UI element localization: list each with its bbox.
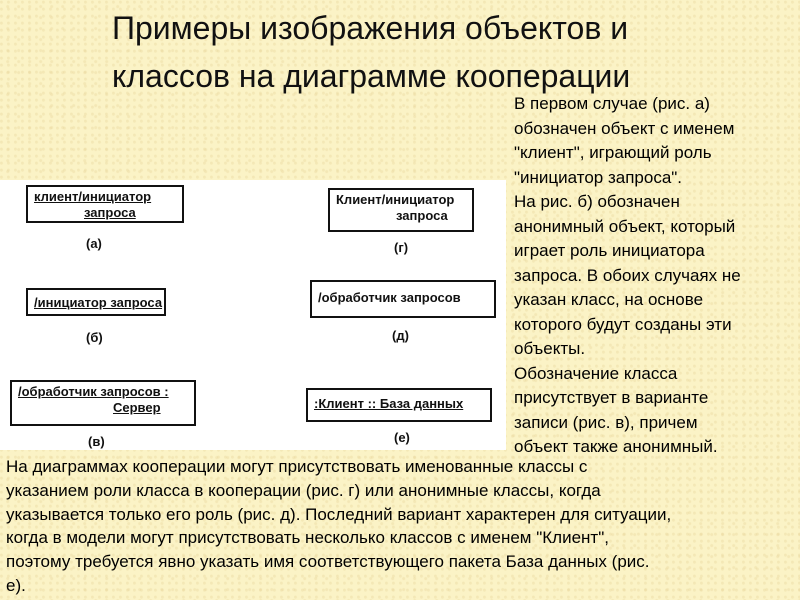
object-box-c	[10, 380, 196, 426]
bottom-line: е).	[6, 575, 26, 595]
object-a-name-line1: клиент/инициатор	[34, 189, 152, 204]
side-line: анонимный объект, который	[514, 216, 736, 236]
bottom-line: когда в модели могут присутствовать несколько классов с именем "Клиент",	[6, 528, 609, 548]
bottom-line: указывается только его роль (рис. д). Последний вариант характерен для ситуации,	[6, 504, 672, 524]
class-box-f	[306, 388, 492, 422]
bottom-line: поэтому требуется явно указать имя соответствующего пакета База данных (рис.	[6, 552, 650, 572]
caption-a: (а)	[86, 236, 102, 251]
class-e-name: /обработчик запросов	[318, 290, 461, 305]
side-line: присутствует в варианте	[514, 388, 709, 407]
caption-d: (г)	[394, 240, 409, 255]
side-line: Обозначение класса	[514, 363, 678, 383]
caption-e: (д)	[392, 328, 409, 343]
caption-f: (е)	[394, 430, 410, 445]
class-d-name-line1: Клиент/инициатор	[336, 192, 455, 207]
side-line: В первом случае (рис. а)	[514, 94, 710, 113]
bottom-description	[6, 455, 796, 598]
title-line-1: Примеры изображения объектов и	[112, 10, 629, 46]
side-line: объекты.	[514, 339, 586, 358]
side-line: На рис. б) обозначен	[514, 192, 680, 211]
side-line: объект также анонимный.	[514, 437, 718, 456]
side-line: "инициатор запроса".	[514, 167, 683, 187]
page-title	[112, 4, 712, 100]
class-f-name: :Клиент :: База данных	[314, 396, 464, 411]
object-b-name: /инициатор запроса	[34, 295, 163, 310]
caption-c: (в)	[88, 434, 105, 449]
object-box-b	[26, 288, 166, 316]
side-description	[514, 92, 796, 460]
side-line: которого будут созданы эти	[514, 314, 732, 334]
title-line-2: классов на диаграмме кооперации	[112, 58, 631, 94]
side-line: "клиент", играющий роль	[514, 143, 712, 162]
caption-b: (б)	[86, 330, 103, 345]
object-a-name-line2: запроса	[84, 205, 136, 220]
bottom-line: На диаграммах кооперации могут присутствовать именованные классы с	[6, 457, 588, 476]
object-c-name-line2: Сервер	[113, 400, 161, 415]
diagram-figure	[0, 180, 506, 450]
class-box-e	[310, 280, 496, 318]
class-box-d	[328, 188, 474, 232]
side-line: записи (рис. в), причем	[514, 412, 698, 432]
side-line: указан класс, на основе	[514, 290, 704, 309]
side-line: обозначен объект с именем	[514, 118, 735, 138]
bottom-line: указанием роли класса в кооперации (рис. г) или анонимные классы, когда	[6, 480, 601, 500]
class-d-name-line2: запроса	[396, 208, 448, 223]
side-line: играет роль инициатора	[514, 241, 705, 260]
side-line: запроса. В обоих случаях не	[514, 265, 741, 285]
object-box-a	[26, 185, 184, 223]
object-c-name-line1: /обработчик запросов :	[18, 384, 169, 399]
